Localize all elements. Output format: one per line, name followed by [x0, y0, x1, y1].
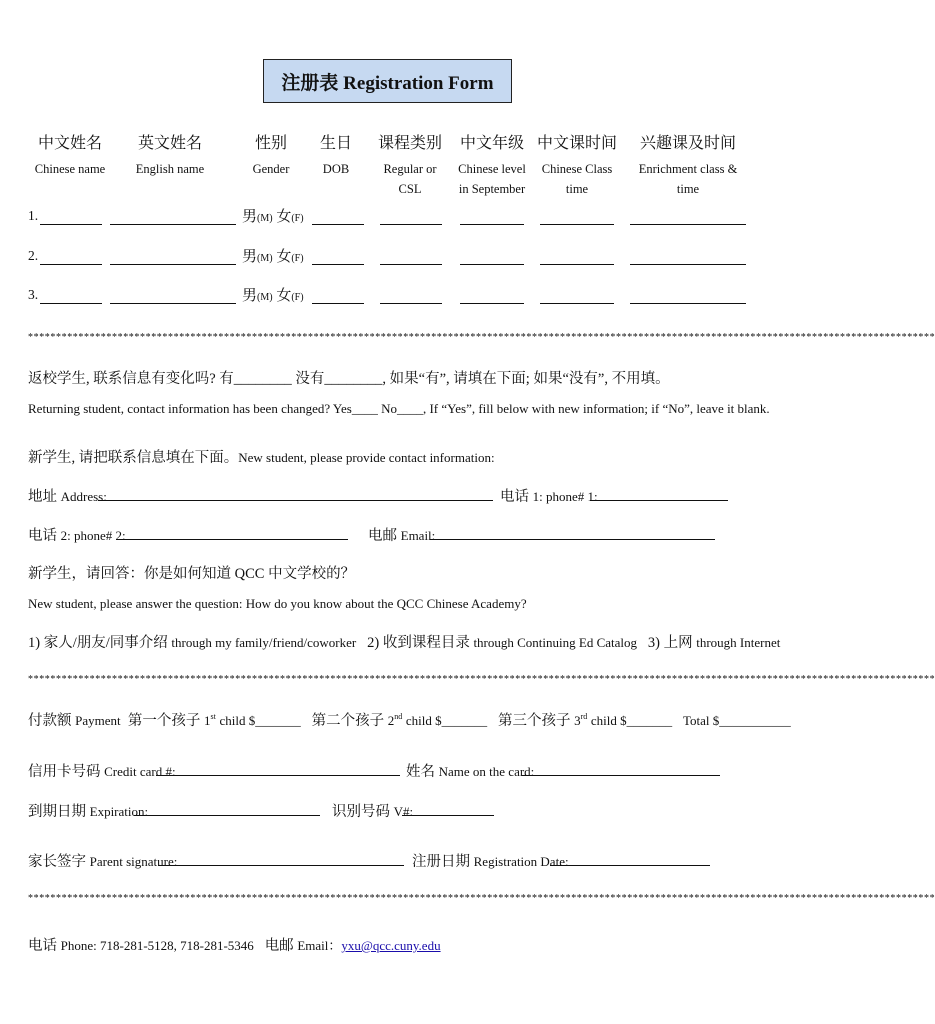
- divider: ******************************************************************************************************************************************************************: [28, 674, 935, 685]
- chinese-level-field[interactable]: [460, 224, 524, 225]
- contact-email-link[interactable]: yxu@qcc.cuny.edu: [341, 938, 441, 953]
- option-2-cn: 2) 收到课程目录: [367, 635, 470, 651]
- phone1-field[interactable]: [590, 500, 728, 501]
- child2-sup: nd: [394, 712, 403, 722]
- child1-sup: st: [210, 712, 216, 722]
- col-chinese-name: [30, 130, 110, 179]
- email-en: Email:: [400, 528, 436, 543]
- card-name-en: Name on the card:: [438, 764, 535, 779]
- payment-en: Payment: [75, 713, 121, 728]
- class-time-field[interactable]: [540, 264, 614, 265]
- contact-phone-en: Phone: 718-281-5128, 718-281-5346: [60, 938, 254, 953]
- col-label-en: DOB: [322, 162, 350, 176]
- enrichment-field[interactable]: [630, 264, 746, 265]
- col-course-type: [372, 130, 448, 199]
- col-dob: [310, 130, 362, 179]
- english-name-field[interactable]: [110, 264, 236, 265]
- expiration-en: Expiration:: [89, 804, 149, 819]
- gender-choice[interactable]: [242, 205, 304, 226]
- contact-phone-cn: 电话: [28, 938, 57, 954]
- returning-cn: 返校学生, 联系信息有变化吗? 有________ 没有________, 如果“有”, 请填在下面; 如果“没有”, 不用填。: [28, 371, 670, 387]
- address-field[interactable]: [98, 500, 493, 501]
- chinese-name-field[interactable]: [40, 264, 102, 265]
- card-label: [28, 760, 176, 781]
- course-type-field[interactable]: [380, 303, 442, 304]
- option-1-cn: 1) 家人/朋友/同事介绍: [28, 635, 168, 651]
- female-code: (F): [291, 292, 304, 303]
- signature-field[interactable]: [158, 865, 404, 866]
- child3-num: 3: [574, 713, 581, 728]
- new-student-line: [28, 446, 495, 467]
- course-type-field[interactable]: [380, 264, 442, 265]
- expiration-label: [28, 800, 148, 821]
- child1-cn: 第一个孩子: [127, 713, 201, 729]
- card-number-field[interactable]: [156, 775, 400, 776]
- dob-field[interactable]: [312, 303, 364, 304]
- card-name-label: [406, 760, 534, 781]
- reg-date-field[interactable]: [550, 865, 710, 866]
- female-label: 女: [276, 288, 292, 304]
- english-name-field[interactable]: [110, 224, 236, 225]
- new-student-en: New student, please provide contact information:: [238, 450, 495, 465]
- col-label-cn: 中文年级: [459, 135, 524, 152]
- card-en: Credit card #:: [104, 764, 176, 779]
- english-name-field[interactable]: [110, 303, 236, 304]
- reg-date-en: Registration Date:: [473, 854, 569, 869]
- child3-sup: rd: [580, 712, 588, 722]
- row-number: 1.: [28, 208, 39, 223]
- col-label-cn: 兴趣课及时间: [639, 135, 736, 152]
- address-label: [28, 485, 107, 506]
- child2-cn: 第二个孩子: [311, 713, 385, 729]
- email-cn: 电邮: [368, 528, 397, 544]
- v-label: [332, 800, 413, 821]
- col-class-time: [534, 130, 620, 199]
- question-en: New student, please answer the question: How do you know about the QCC Chinese Academy?: [28, 596, 527, 611]
- card-cn: 信用卡号码: [28, 764, 101, 780]
- male-code: (M): [257, 292, 273, 303]
- col-label-en: Chinese Class time: [541, 162, 613, 196]
- signature-cn: 家长签字: [28, 854, 86, 870]
- v-cn: 识别号码: [332, 804, 390, 820]
- divider: ******************************************************************************************************************************************************************: [28, 332, 935, 343]
- female-code: (F): [291, 213, 304, 224]
- email-label: [368, 524, 435, 545]
- contact-email-cn: 电邮: [264, 938, 294, 954]
- address-en: Address:: [60, 489, 107, 504]
- option-3[interactable]: [648, 635, 780, 651]
- enrichment-field[interactable]: [630, 303, 746, 304]
- course-type-field[interactable]: [380, 224, 442, 225]
- child3-amount[interactable]: child $_______: [590, 713, 673, 728]
- payment-line: [28, 709, 791, 730]
- child1-amount[interactable]: child $_______: [219, 713, 301, 728]
- option-1[interactable]: [28, 635, 356, 651]
- col-label-en: Regular or CSL: [383, 162, 437, 196]
- male-label: 男: [242, 209, 258, 225]
- male-code: (M): [257, 213, 273, 224]
- child2-num: 2: [387, 713, 395, 728]
- dob-field[interactable]: [312, 264, 364, 265]
- v-field[interactable]: [402, 815, 494, 816]
- col-label-cn: 性别: [254, 135, 287, 152]
- gender-choice[interactable]: [242, 284, 304, 305]
- male-label: 男: [242, 249, 258, 265]
- chinese-name-field[interactable]: [40, 303, 102, 304]
- phone1-en: 1: phone# 1:: [532, 489, 598, 504]
- row-number: 2.: [28, 248, 39, 263]
- col-label-en: English name: [135, 162, 205, 176]
- expiration-cn: 到期日期: [28, 804, 86, 820]
- reg-date-cn: 注册日期: [412, 854, 470, 870]
- contact-email-en: Email：: [297, 938, 342, 953]
- col-gender: [240, 130, 302, 179]
- chinese-level-field[interactable]: [460, 264, 524, 265]
- male-label: 男: [242, 288, 258, 304]
- enrichment-field[interactable]: [630, 224, 746, 225]
- option-2[interactable]: [367, 635, 637, 651]
- total-amount[interactable]: Total $___________: [683, 713, 791, 728]
- gender-choice[interactable]: [242, 245, 304, 266]
- col-label-en: Chinese level in September: [458, 162, 526, 196]
- option-1-en: through my family/friend/coworker: [171, 635, 357, 650]
- col-english-name: [120, 130, 220, 179]
- divider: ******************************************************************************************************************************************************************: [28, 893, 935, 904]
- address-cn: 地址: [28, 489, 57, 505]
- col-chinese-level: [458, 130, 526, 199]
- col-label-en: Enrichment class & time: [638, 162, 738, 196]
- col-label-cn: 中文课时间: [536, 135, 617, 152]
- email-field[interactable]: [430, 539, 715, 540]
- option-3-en: through Internet: [696, 635, 781, 650]
- child2-amount[interactable]: child $_______: [405, 713, 488, 728]
- child3-cn: 第三个孩子: [497, 713, 571, 729]
- col-label-cn: 中文姓名: [37, 135, 102, 152]
- reg-date-label: [412, 850, 569, 871]
- dob-field[interactable]: [312, 224, 364, 225]
- phone1-cn: 电话: [500, 489, 529, 505]
- col-label-en: Chinese name: [34, 162, 106, 176]
- col-label-cn: 生日: [319, 135, 352, 152]
- signature-en: Parent signature:: [89, 854, 178, 869]
- col-enrichment: [630, 130, 746, 199]
- phone2-field[interactable]: [116, 539, 348, 540]
- phone2-cn: 电话: [28, 528, 57, 544]
- v-en: V#:: [393, 804, 414, 819]
- option-2-en: through Continuing Ed Catalog: [473, 635, 638, 650]
- chinese-level-field[interactable]: [460, 303, 524, 304]
- phone1-label: [500, 485, 598, 506]
- col-label-cn: 英文姓名: [137, 135, 202, 152]
- class-time-field[interactable]: [540, 224, 614, 225]
- option-3-cn: 3) 上网: [647, 635, 693, 651]
- question-options: [28, 631, 780, 652]
- phone2-en: 2: phone# 2:: [60, 528, 126, 543]
- question-cn: 新学生，请回答：你是如何知道 QCC 中文学校的？: [28, 566, 356, 582]
- class-time-field[interactable]: [540, 303, 614, 304]
- form-title: 注册表 Registration Form: [263, 59, 512, 103]
- card-name-cn: 姓名: [406, 764, 435, 780]
- signature-label: [28, 850, 177, 871]
- male-code: (M): [257, 253, 273, 264]
- contact-line: [28, 934, 441, 955]
- female-label: 女: [276, 249, 292, 265]
- new-student-cn: 新学生, 请把联系信息填在下面。: [28, 450, 239, 466]
- child1-num: 1: [204, 713, 211, 728]
- col-label-en: Gender: [252, 162, 290, 176]
- returning-en: Returning student, contact information has been changed? Yes____ No____, If “Yes”, fill below with new information; if “No”, leave it blank.: [28, 401, 770, 416]
- expiration-field[interactable]: [134, 815, 320, 816]
- payment-cn: 付款额: [28, 713, 72, 729]
- col-label-cn: 课程类别: [377, 135, 442, 152]
- phone2-label: [28, 524, 126, 545]
- card-name-field[interactable]: [522, 775, 720, 776]
- chinese-name-field[interactable]: [40, 224, 102, 225]
- row-number: 3.: [28, 287, 39, 302]
- female-code: (F): [291, 253, 304, 264]
- female-label: 女: [276, 209, 292, 225]
